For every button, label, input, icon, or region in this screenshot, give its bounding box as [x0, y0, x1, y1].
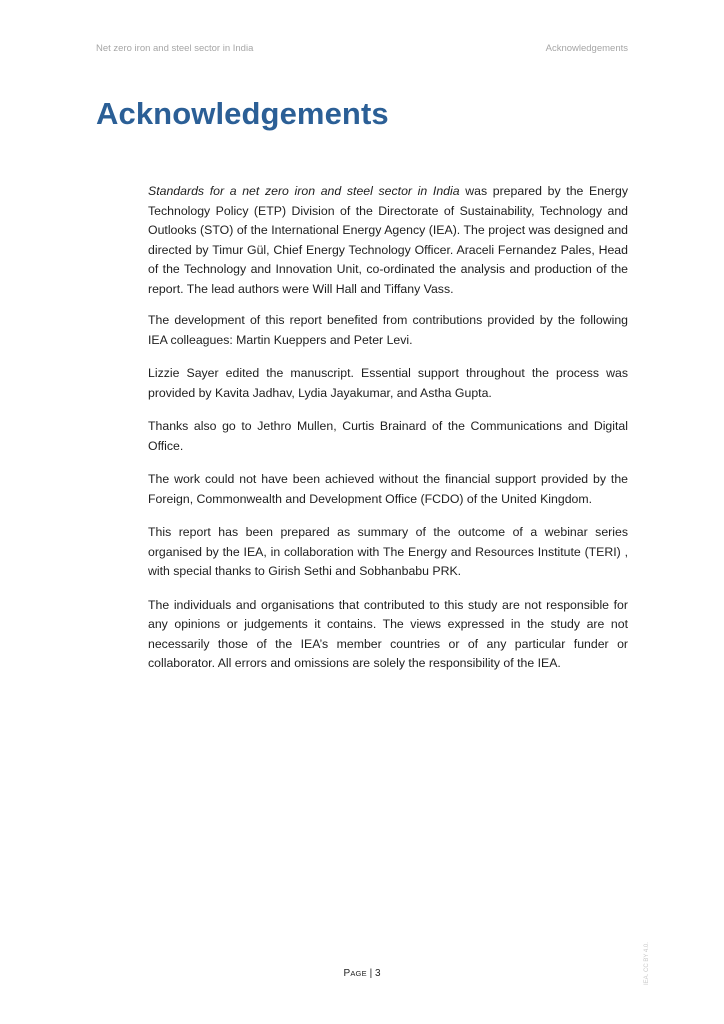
page-separator: | [366, 968, 375, 979]
paragraph-5: The work could not have been achieved without the financial support provided by the Foreign, Commonwealth and Development Office (FCDO) of the United Kingdom. [148, 472, 628, 506]
running-header-section: Acknowledgements [545, 43, 628, 54]
page-footer [0, 968, 724, 979]
paragraph-3: Lizzie Sayer edited the manuscript. Essential support throughout the process was provided by Kavita Jadhav, Lydia Jayakumar, and Astha Gupta. [148, 366, 628, 400]
paragraph-1 [148, 182, 628, 299]
license-watermark: IEA. CC BY 4.0. [644, 942, 650, 985]
paragraph-4: Thanks also go to Jethro Mullen, Curtis Brainard of the Communications and Digital Office. [148, 419, 628, 453]
page-number: 3 [374, 968, 381, 979]
page-title: Acknowledgements [96, 96, 389, 131]
paragraph-2: The development of this report benefited from contributions provided by the following IEA colleagues: Martin Kueppers and Peter Levi. [148, 313, 628, 347]
paragraph-1-text: was prepared by the Energy Technology Policy (ETP) Division of the Directorate of Sustainability, Technology and Outlooks (STO) of the International Energy Agency (IEA). The project was designed and directed by Timur Gül, Chief Energy Technology Officer. Araceli Fernandez Pales, Head of the Technology and Innovation Unit, co-ordinated the analysis and production of the report. The lead authors were Will Hall and Tiffany Vass. [148, 184, 628, 296]
page-label: PAGE [343, 968, 367, 979]
report-title-italic: Standards for a net zero iron and steel sector in India [148, 184, 460, 198]
running-header-title: Net zero iron and steel sector in India [96, 43, 254, 54]
acknowledgements-body [148, 182, 628, 688]
paragraph-7: The individuals and organisations that contributed to this study are not responsible for any opinions or judgements it contains. The views expressed in the study are not necessarily those of the IEA’s member countries or of any particular funder or collaborator. All errors and omissions are solely the responsibility of the IEA. [148, 597, 628, 670]
paragraph-6: This report has been prepared as summary of the outcome of a webinar series organised by the IEA, in collaboration with The Energy and Resources Institute (TERI) , with special thanks to Girish Sethi and Sobhanbabu PRK. [148, 525, 628, 578]
